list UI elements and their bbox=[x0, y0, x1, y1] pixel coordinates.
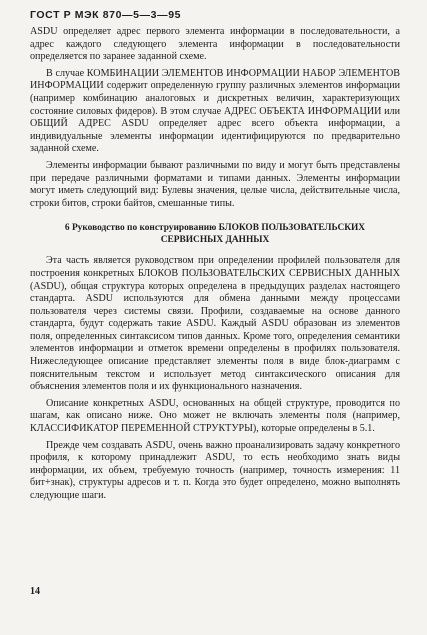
document-body bbox=[30, 26, 400, 503]
page-number: 14 bbox=[30, 586, 40, 597]
section-paragraph-3: Прежде чем создавать ASDU, очень важно проанализировать задачу конкретного профиля, к которому принадлежит ASDU, то есть необходимо знать виды информации, их объем, требуемую точность (например, точность измерения: 11 бит+знак), структуры адресов и т. п. Когда это будет определено, можно выполнять следующие шаги. bbox=[30, 439, 400, 501]
section-heading-line-2: СЕРВИСНЫХ ДАННЫХ bbox=[160, 235, 270, 246]
section-heading bbox=[30, 222, 400, 246]
section-heading-line-1: 6 Руководство по конструированию БЛОКОВ ПОЛЬЗОВАТЕЛЬСКИХ bbox=[64, 223, 366, 234]
page-header: ГОСТ Р МЭК 870—5—3—95 bbox=[30, 9, 182, 21]
section-paragraph-1: Эта часть является руководством при определении профилей пользователя для построения конкретных БЛОКОВ ПОЛЬЗОВАТЕЛЬСКИХ СЕРВИСНЫХ ДАННЫХ (ASDU), общая структура которых определена в предыдущих разделах настоящего стандарта. ASDU используются для обмена данными между процессами пользователя через системы связи. Профили, создаваемые на основе данного стандарта, будут содержать такие ASDU. Каждый ASDU образован из элементов поля, определенных синтаксисом типов данных. Кроме того, определения семантики элементов информации и отметок времени определены в профилях пользователя. Нижеследующее описание представляет элементы поля в виде блок-диаграмм с пояснительным текстом и использует метод синтаксического описания для объяснения элементов поля и их функционального назначения. bbox=[30, 255, 400, 393]
paragraph-2: В случае КОМБИНАЦИИ ЭЛЕМЕНТОВ ИНФОРМАЦИИ НАБОР ЭЛЕМЕНТОВ ИНФОРМАЦИИ содержит определенную группу различных элементов информации (например комбинацию аналоговых и дискретных величин, характеризующих состояние силовых фидеров). В этом случае АДРЕС ОБЪЕКТА ИНФОРМАЦИИ или ОБЩИЙ АДРЕС ASDU определяет адрес всего объекта информации, а индивидуальные элементы информации идентифицируются по предварительно заданной схеме. bbox=[30, 67, 400, 155]
paragraph-3: Элементы информации бывают различными по виду и могут быть представлены при передаче различными форматами и типами данных. Элементы информации могут иметь следующий вид: Булевы значения, целые числа, действительные числа, строки битов, строки байтов, смешанные типы. bbox=[30, 159, 400, 209]
section-paragraph-2: Описание конкретных ASDU, основанных на общей структуре, проводится по шагам, как описано ниже. Оно может не включать элементы поля (например, КЛАССИФИКАТОР ПЕРЕМЕННОЙ СТРУКТУРЫ), которые определены в 5.1. bbox=[30, 397, 400, 435]
paragraph-1: ASDU определяет адрес первого элемента информации в последовательности, а адрес каждого следующего элемента информации в последовательности определяется по заранее заданной схеме. bbox=[30, 26, 400, 63]
